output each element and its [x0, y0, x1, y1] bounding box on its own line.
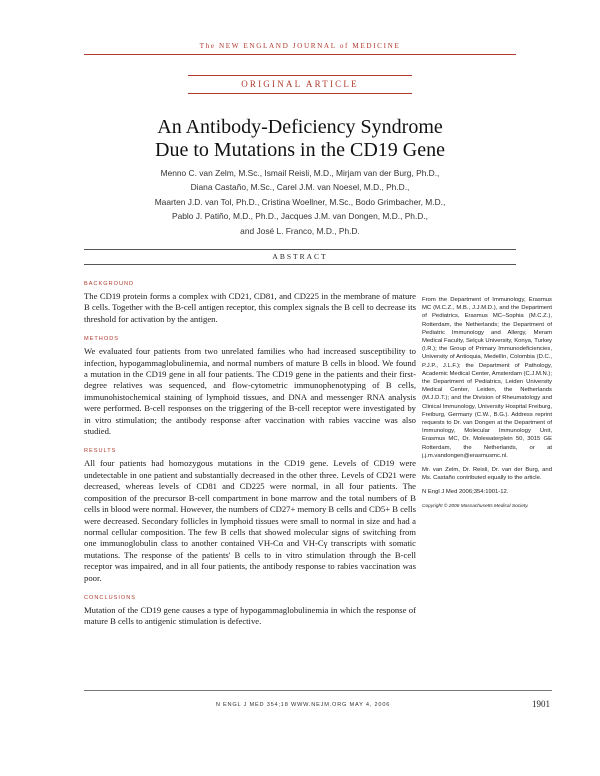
title-line-2: Due to Mutations in the CD19 Gene: [155, 139, 445, 161]
abstract-rule-bottom: [84, 264, 516, 265]
section-heading-methods: METHODS: [84, 336, 119, 343]
section-text-conclusions: Mutation of the CD19 gene causes a type of hypogammaglobulinemia in which the response of mature B cells to antigenic stimulation is defective.: [84, 604, 416, 627]
section-text-background: The CD19 protein forms a complex with CD21, CD81, and CD225 in the membrane of mature B cells. Together with the B-cell antigen receptor, this complex signals the B cell to decrease its threshold for activation by the antigen.: [84, 291, 416, 324]
author-line: Menno C. van Zelm, M.Sc., Ismail Reisli, M.D., Mirjam van der Burg, Ph.D.,: [160, 168, 440, 178]
section-heading-results: RESULTS: [84, 448, 117, 455]
author-list: [70, 166, 530, 238]
author-line: Pablo J. Patiño, M.D., Ph.D., Jacques J.M. van Dongen, M.D., Ph.D.,: [171, 211, 428, 222]
abstract-body: [84, 280, 416, 638]
article-type-rule-bottom: [188, 93, 412, 94]
section-heading-background: BACKGROUND: [84, 281, 135, 287]
title-line-1: An Antibody-Deficiency Syndrome: [157, 116, 443, 138]
author-line: Diana Castaño, M.Sc., Carel J.M. van Noesel, M.D., Ph.D.,: [190, 182, 410, 193]
citation: N Engl J Med 2006;354:1901-12.: [422, 489, 509, 496]
journal-header: The NEW ENGLAND JOURNAL of MEDICINE: [199, 42, 401, 50]
section-heading-conclusions: CONCLUSIONS: [84, 594, 137, 601]
affiliations: From the Department of Immunology, Erasmus MC (M.C.Z., M.B., J.J.M.D.), and the Department of Pediatrics, Erasmus MC–Sophia (M.C.Z.), Rotterdam, the Netherlands; the Department of Pediatric Immunology and Allergy, Meram Medical Faculty, Selçuk University, Konya, Turkey (I.R.); the Group of Primary Immunodeficiencies, University of Antioquia, Medellín, Colombia (D.C., P.J.P., J.L.F.); the Department of Pathology, Academic Medical Center, Amsterdam (C.J.M.N.); the Department of Pediatrics, Leiden University Medical Center, Leiden, the Netherlands (M.J.D.T.); and the Division of Rheumatology and Clinical Immunology, University Hospital Freiburg, Freiburg, Germany (C.W., B.G.). Address reprint requests to Dr. van Dongen at the Department of Immunology, Molecular Immunology Unit, Erasmus MC, Dr. Molewaterplein 50, 3015 GE Rotterdam, the Netherlands, or at j.j.m.vandongen@erasmusmc.nl.: [422, 297, 552, 459]
page-number: 1901: [532, 699, 550, 709]
article-type: ORIGINAL ARTICLE: [241, 79, 359, 89]
footer-citation: N ENGL J MED 354;18 WWW.NEJM.ORG MAY 4, 2006: [215, 702, 391, 708]
header-rule: [84, 54, 516, 55]
contribution-note: Mr. van Zelm, Dr. Reisli, Dr. van der Burg, and Ms. Castaño contributed equally to the article.: [422, 467, 552, 482]
author-line: and José L. Franco, M.D., Ph.D.: [240, 225, 360, 236]
article-type-rule-top: [188, 75, 412, 76]
copyright: Copyright © 2006 Massachusetts Medical Society.: [422, 503, 529, 509]
abstract-label: ABSTRACT: [272, 252, 328, 261]
author-line: Maarten J.D. van Tol, Ph.D., Cristina Woellner, M.Sc., Bodo Grimbacher, M.D.,: [154, 196, 446, 207]
abstract-rule-top: [84, 249, 516, 250]
section-text-methods: We evaluated four patients from two unrelated families who had increased susceptibility to infection, hypogammaglobulinemia, and normal numbers of mature B cells in blood. We found a mutation in the CD19 gene in all four patients. The CD19 gene in the patients and their first-degree relatives was sequenced, and flow-cytometric immunophenotyping of B cells, immunohistochemical staining of lymphoid tissues, and DNA and messenger RNA analysis were performed. B-cell responses on the triggering of the B-cell receptor were investigated by in vitro stimulation; the antibody response after vaccination with rabies vaccine was also studied.: [84, 346, 416, 437]
sidebar-notes: [422, 296, 552, 517]
section-text-results: All four patients had homozygous mutations in the CD19 gene. Levels of CD19 were undetectable in one patient and substantially decreased in the other three. Levels of CD21 were decreased, whereas levels of CD81 and CD225 were normal, in all four patients. The composition of the precursor B-cell compartment in bone marrow and the total numbers of B cells in blood were normal. However, the numbers of CD27+ memory B cells and CD5+ B cells were decreased. Secondary follicles in lymphoid tissues were small to normal in size and had a normal cellular composition. The few B cells that showed molecular signs of switching from one immunoglobulin class to another contained VH-Cα and VH-Cγ transcripts with somatic mutations. The response of the patients' B cells to in vitro stimulation through the B-cell receptor was impaired, and in all four patients, the antibody response to rabies vaccination was poor.: [84, 458, 416, 583]
footer-rule: [84, 690, 552, 691]
article-title: [60, 116, 540, 162]
